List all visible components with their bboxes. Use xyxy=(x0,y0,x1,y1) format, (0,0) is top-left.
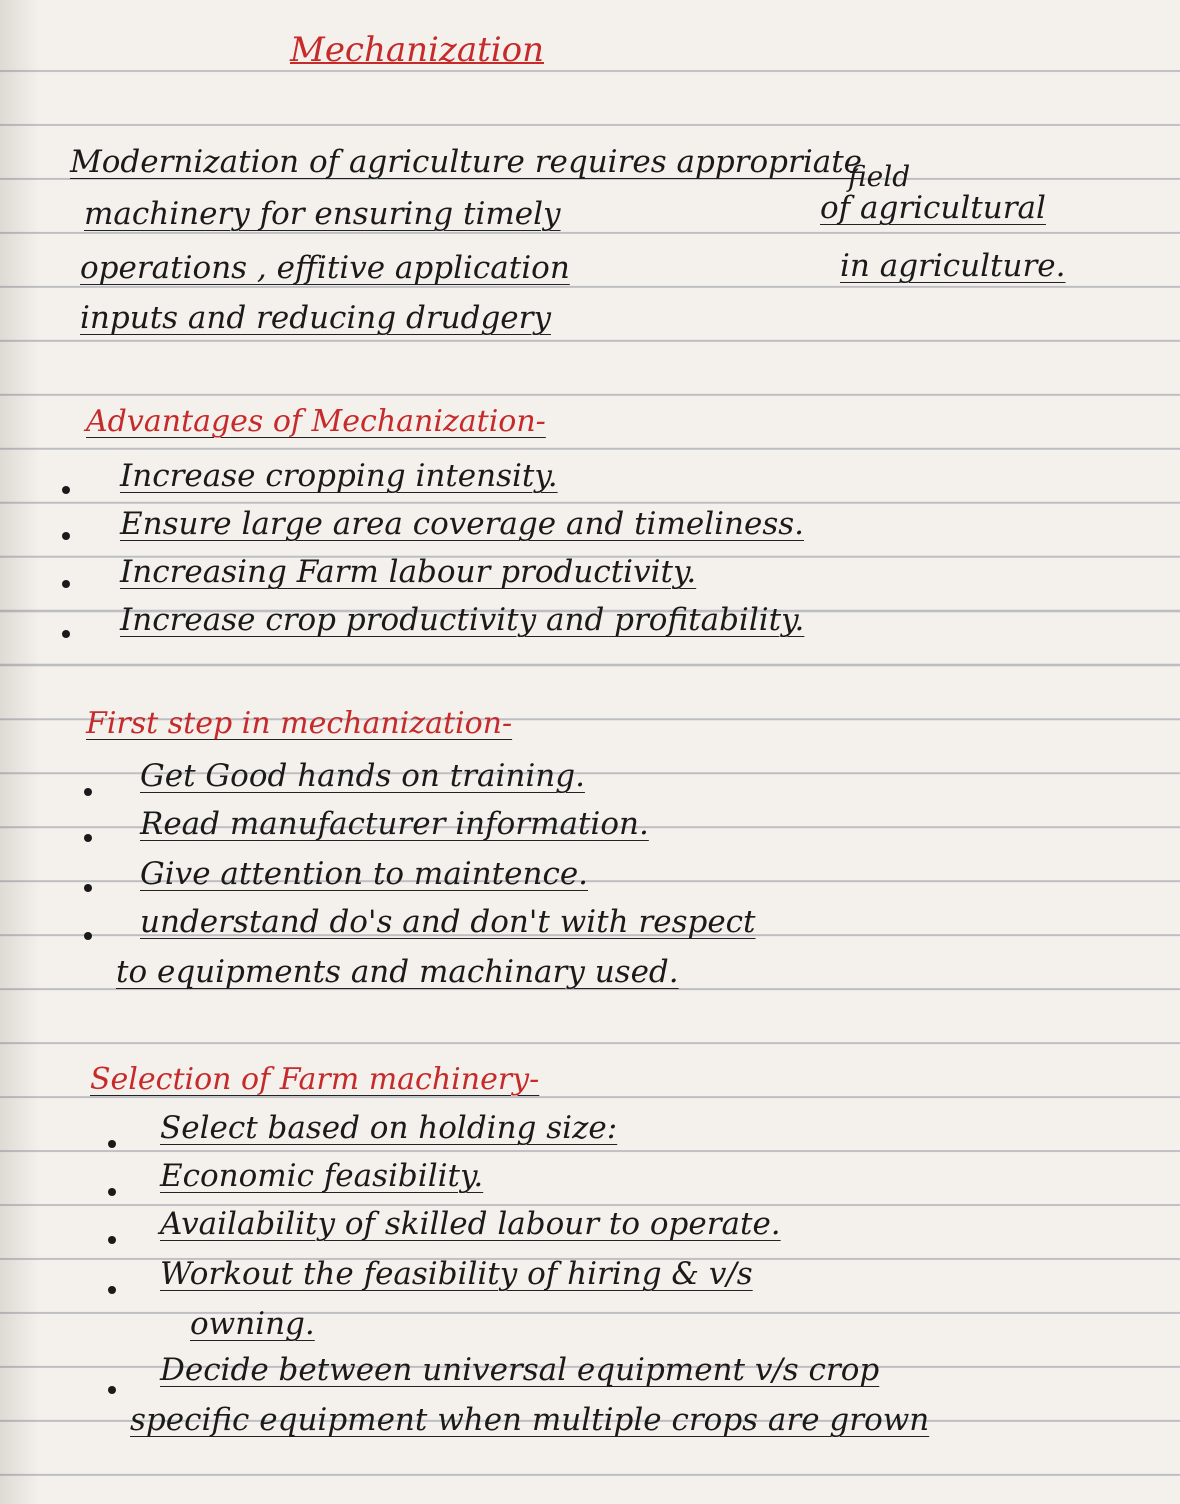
advantage-item-2: Ensure large area coverage and timeliness. xyxy=(120,506,805,542)
first-step-item-4: understand do's and don't with respect xyxy=(140,904,756,940)
selection-item-1: Select based on holding size: xyxy=(160,1110,618,1146)
intro-line-1: Modernization of agriculture requires appropriate xyxy=(70,144,863,180)
bullet-dot xyxy=(84,834,92,842)
page-title: Mechanization xyxy=(290,30,545,70)
first-step-item-2: Read manufacturer information. xyxy=(140,806,649,842)
intro-line-field: field xyxy=(848,160,911,193)
bullet-dot xyxy=(62,630,70,638)
bullet-dot xyxy=(108,1140,116,1148)
intro-line-4: inputs and reducing drudgery xyxy=(80,300,551,336)
advantages-heading: Advantages of Mechanization- xyxy=(86,404,546,439)
bullet-dot xyxy=(84,932,92,940)
page-margin-shadow xyxy=(0,0,40,1504)
selection-item-4-continuation: owning. xyxy=(190,1306,315,1342)
advantage-item-3: Increasing Farm labour productivity. xyxy=(120,554,697,590)
intro-line-2b: of agricultural xyxy=(820,190,1046,226)
intro-line-3: operations , effitive application xyxy=(80,250,570,286)
bullet-dot xyxy=(108,1386,116,1394)
selection-item-5-continuation: specific equipment when multiple crops are grown xyxy=(130,1402,930,1438)
intro-line-3b: in agriculture. xyxy=(840,248,1066,284)
bullet-dot xyxy=(84,788,92,796)
bullet-dot xyxy=(84,884,92,892)
bullet-dot xyxy=(62,486,70,494)
first-step-item-1: Get Good hands on training. xyxy=(140,758,585,794)
first-step-item-3: Give attention to maintence. xyxy=(140,856,589,892)
selection-item-4: Workout the feasibility of hiring & v/s xyxy=(160,1256,753,1292)
bullet-dot xyxy=(108,1286,116,1294)
first-step-continuation: to equipments and machinary used. xyxy=(116,954,679,990)
bullet-dot xyxy=(108,1236,116,1244)
bullet-dot xyxy=(108,1188,116,1196)
intro-line-2: machinery for ensuring timely xyxy=(84,196,561,232)
first-step-heading: First step in mechanization- xyxy=(86,706,513,741)
bullet-dot xyxy=(62,532,70,540)
selection-heading: Selection of Farm machinery- xyxy=(90,1062,540,1097)
selection-item-5: Decide between universal equipment v/s crop xyxy=(160,1352,880,1388)
selection-item-2: Economic feasibility. xyxy=(160,1158,484,1194)
bullet-dot xyxy=(62,580,70,588)
advantage-item-4: Increase crop productivity and profitability. xyxy=(120,602,805,638)
advantage-item-1: Increase cropping intensity. xyxy=(120,458,558,494)
selection-item-3: Availability of skilled labour to operate. xyxy=(160,1206,781,1242)
